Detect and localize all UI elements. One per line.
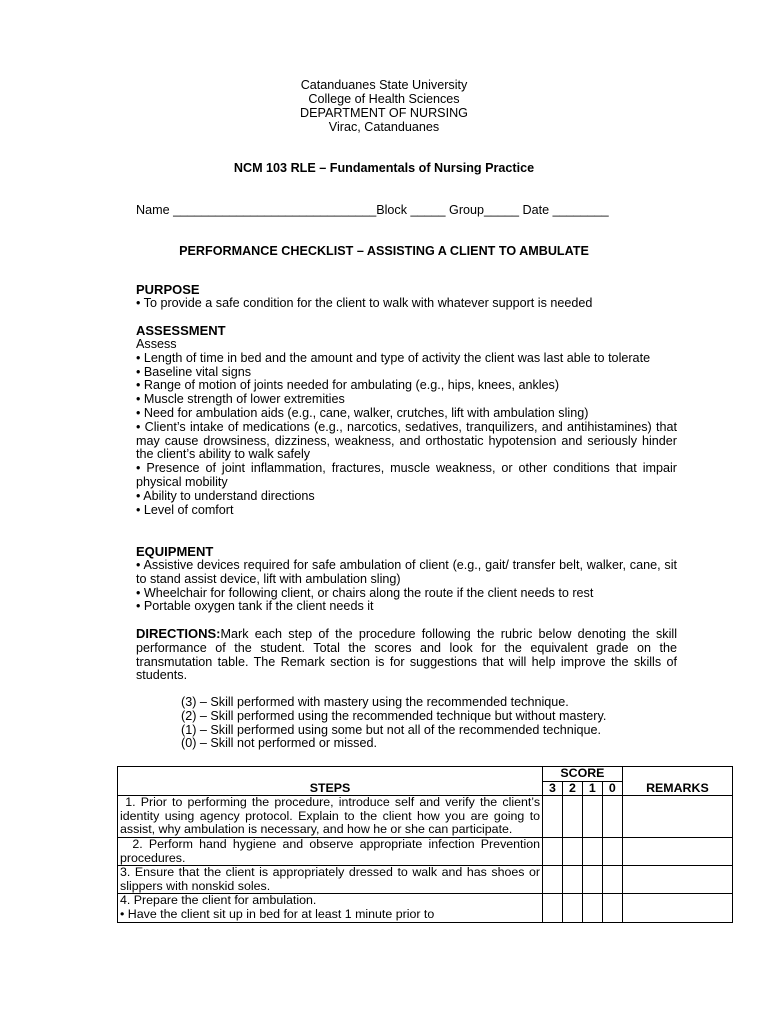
- assessment-heading: ASSESSMENT: [136, 323, 226, 338]
- directions-text: Mark each step of the procedure following the rubric below denoting the skill performance of the student. Total the scores and look for the equivalent grade on the transmutation table. The Remark section is for suggestions that will help improve the skills of students.: [136, 627, 677, 683]
- course-title: NCM 103 RLE – Fundamentals of Nursing Practice: [233, 161, 535, 175]
- score-cell[interactable]: [602, 837, 622, 865]
- equipment-item: • Portable oxygen tank if the client needs it: [136, 599, 374, 614]
- step-text: 4. Prepare the client for ambulation. • Have the client sit up in bed for at least 1 minute prior to: [118, 894, 543, 922]
- remarks-cell[interactable]: [622, 866, 732, 894]
- score-value-2: 2: [562, 781, 582, 796]
- assessment-section: [136, 323, 677, 517]
- table-row: [118, 837, 733, 865]
- directions-label: DIRECTIONS:: [136, 626, 221, 641]
- step-text: 3. Ensure that the client is appropriately dressed to walk and has shoes or slippers with nonskid soles.: [118, 866, 543, 894]
- directions-paragraph: [136, 627, 677, 683]
- assessment-item: • Presence of joint inflammation, fractures, muscle weakness, or other conditions that impair physical mobility: [136, 461, 677, 489]
- score-cell[interactable]: [543, 866, 563, 894]
- rubric-item: (2) – Skill performed using the recommended technique but without mastery.: [181, 708, 607, 723]
- assessment-item: • Level of comfort: [136, 502, 234, 517]
- score-value-0: 0: [602, 781, 622, 796]
- student-info-line: Name _____________________________Block _____ Group_____ Date ________: [136, 203, 609, 217]
- assessment-item: • Baseline vital signs: [136, 364, 252, 379]
- equipment-section: [136, 544, 677, 614]
- directions-section: [136, 627, 677, 683]
- location: Virac, Catanduanes: [328, 120, 440, 134]
- purpose-item: • To provide a safe condition for the client to walk with whatever support is needed: [136, 296, 593, 310]
- assessment-intro: Assess: [136, 337, 177, 351]
- score-cell[interactable]: [562, 796, 582, 838]
- table-row: [118, 866, 733, 894]
- rubric-item: (1) – Skill performed using some but not all of the recommended technique.: [181, 722, 602, 737]
- remarks-cell[interactable]: [622, 796, 732, 838]
- table-header-row: [118, 767, 733, 782]
- equipment-item: • Wheelchair for following client, or chairs along the route if the client needs to rest: [136, 585, 594, 600]
- remarks-cell[interactable]: [622, 894, 732, 922]
- checklist-table: [117, 766, 733, 923]
- step-text: 1. Prior to performing the procedure, introduce self and verify the client’s identity using agency protocol. Explain to the client how you are going to assist, why ambulation is necessary, and how he or she can participate.: [118, 796, 543, 838]
- assessment-item: • Range of motion of joints needed for ambulating (e.g., hips, knees, ankles): [136, 378, 560, 393]
- table-row: [118, 796, 733, 838]
- table-row: [118, 894, 733, 922]
- rubric-list: [181, 696, 606, 751]
- score-cell[interactable]: [562, 837, 582, 865]
- score-cell[interactable]: [562, 866, 582, 894]
- steps-header: STEPS: [118, 767, 543, 796]
- score-cell[interactable]: [543, 796, 563, 838]
- score-cell[interactable]: [602, 894, 622, 922]
- rubric-item: (3) – Skill performed with mastery using the recommended technique.: [181, 695, 569, 709]
- score-cell[interactable]: [582, 796, 602, 838]
- document-header: [0, 78, 768, 134]
- score-cell[interactable]: [562, 894, 582, 922]
- assessment-item: • Muscle strength of lower extremities: [136, 392, 345, 407]
- score-cell[interactable]: [582, 837, 602, 865]
- assessment-item: • Need for ambulation aids (e.g., cane, walker, crutches, lift with ambulation sling): [136, 405, 589, 420]
- score-cell[interactable]: [543, 837, 563, 865]
- score-cell[interactable]: [582, 866, 602, 894]
- assessment-item: • Length of time in bed and the amount and type of activity the client was last able to tolerate: [136, 350, 651, 365]
- score-value-1: 1: [582, 781, 602, 796]
- score-cell[interactable]: [602, 796, 622, 838]
- score-cell[interactable]: [602, 866, 622, 894]
- score-value-3: 3: [543, 781, 563, 796]
- purpose-heading: PURPOSE: [136, 282, 200, 297]
- assessment-item: • Client’s intake of medications (e.g., narcotics, sedatives, tranquilizers, and antihistamines) that may cause drowsiness, dizziness, weakness, and orthostatic hypotension and seriously hinder the client’s ability to walk safely: [136, 419, 677, 462]
- college-name: College of Health Sciences: [308, 92, 460, 106]
- rubric-item: (0) – Skill not performed or missed.: [181, 736, 377, 751]
- score-cell[interactable]: [543, 894, 563, 922]
- remarks-cell[interactable]: [622, 837, 732, 865]
- purpose-section: [136, 282, 677, 311]
- department-name: DEPARTMENT OF NURSING: [300, 106, 468, 120]
- remarks-header: REMARKS: [622, 767, 732, 796]
- score-header: SCORE: [543, 767, 623, 782]
- university-name: Catanduanes State University: [300, 78, 468, 92]
- equipment-heading: EQUIPMENT: [136, 544, 214, 559]
- equipment-item: • Assistive devices required for safe ambulation of client (e.g., gait/ transfer belt, walker, cane, sit to stand assist device, lift with ambulation sling): [136, 558, 677, 586]
- step-text: 2. Perform hand hygiene and observe appropriate infection Prevention procedures.: [118, 837, 543, 865]
- checklist-title: PERFORMANCE CHECKLIST – ASSISTING A CLIENT TO AMBULATE: [179, 244, 589, 258]
- score-cell[interactable]: [582, 894, 602, 922]
- assessment-item: • Ability to understand directions: [136, 488, 315, 503]
